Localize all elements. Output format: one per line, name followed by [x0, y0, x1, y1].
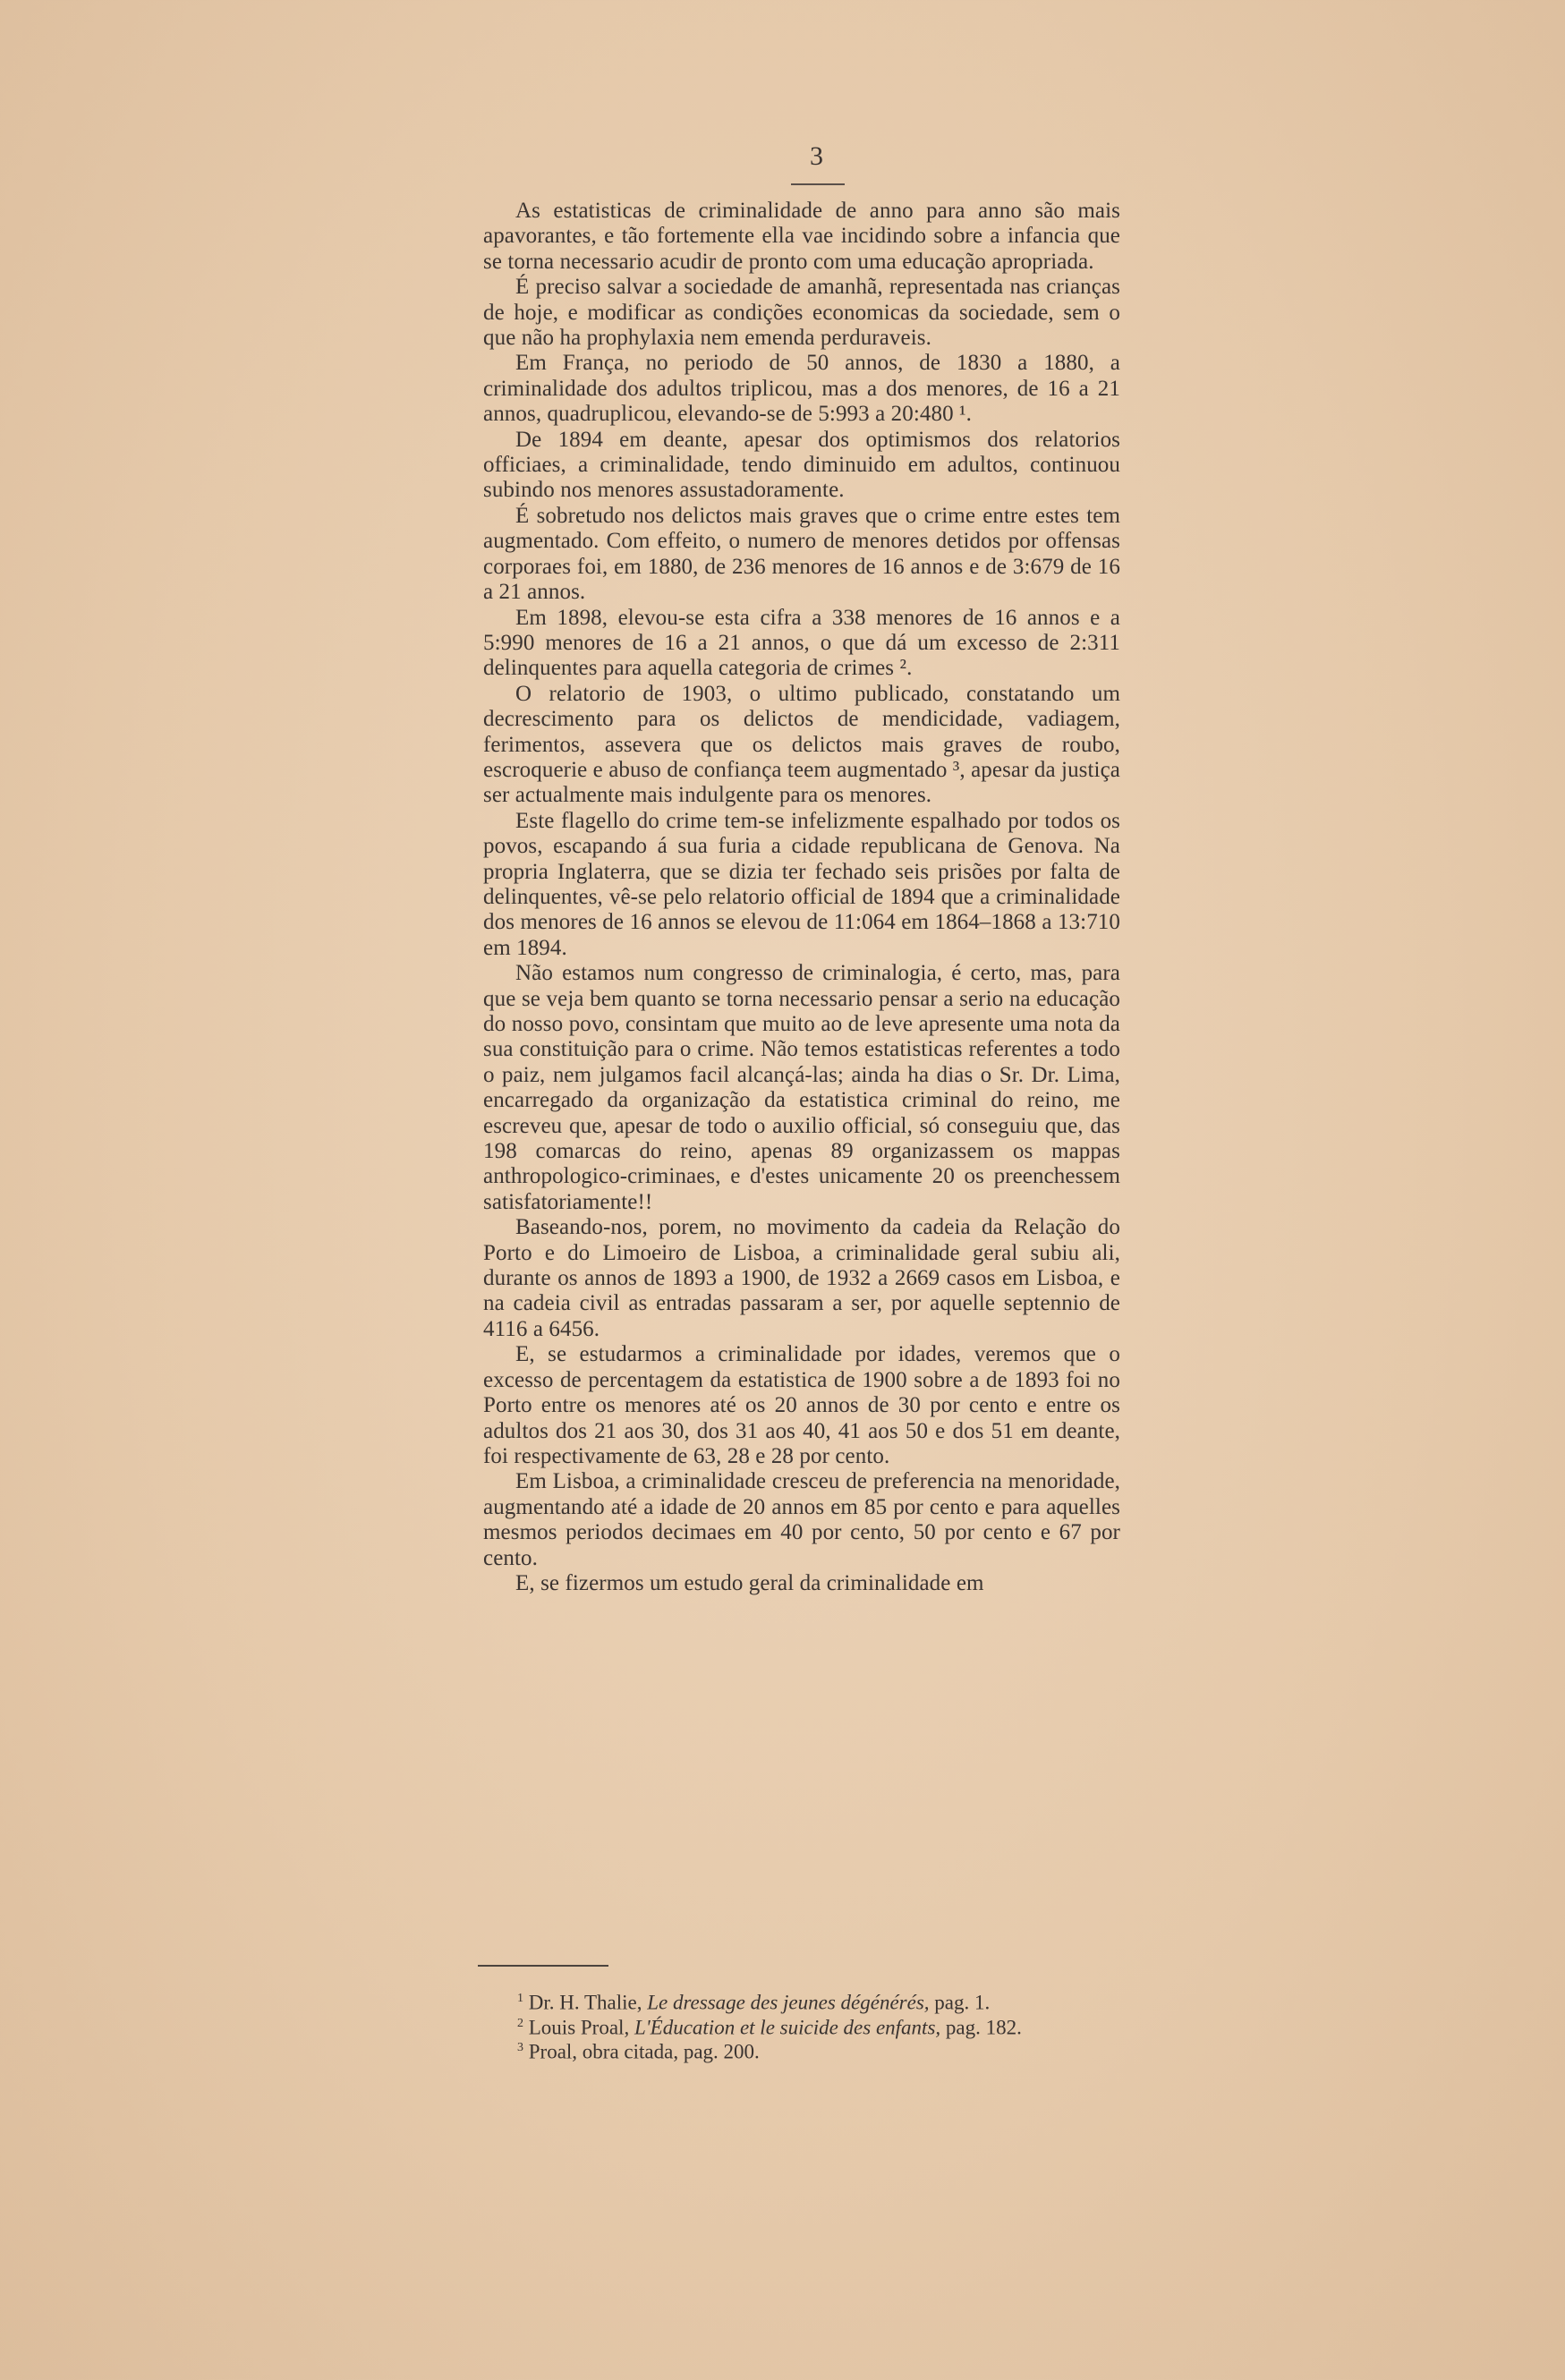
footnote-2 — [517, 2013, 1144, 2038]
paragraph: O relatorio de 1903, o ultimo publicado, constatando um decrescimento para os delictos de mendicidade, vadiagem, ferimentos, assevera que os delictos mais graves de roubo, escroquerie e abuso de confiança teem augmentado ³, apesar da justiça ser actualmente mais indulgente para os menores. — [483, 681, 1120, 808]
body-text — [483, 199, 1120, 1596]
footnote-author: Dr. H. Thalie, — [528, 1991, 642, 2014]
paragraph: Em Lisboa, a criminalidade cresceu de preferencia na menoridade, augmentando até a idade de 20 annos em 85 por cento e para aquelles mesmos periodos decimaes em 40 por cento, 50 por cento e 67 por cento. — [483, 1469, 1120, 1570]
footnote-separator — [478, 1965, 608, 1967]
paragraph: De 1894 em deante, apesar dos optimismos dos relatorios officiaes, a criminalidade, tendo diminuido em adultos, continuou subindo nos menores assustadoramente. — [483, 427, 1120, 503]
paragraph: E, se fizermos um estudo geral da criminalidade em — [515, 1570, 984, 1595]
paragraph: Em 1898, elevou-se esta cifra a 338 menores de 16 annos e a 5:990 menores de 16 a 21 annos, o que dá um excesso de 2:311 delinquentes para aquella categoria de crimes ². — [483, 605, 1120, 681]
paragraph: E, se estudarmos a criminalidade por idades, veremos que o excesso de percentagem da estatistica de 1900 sobre a de 1893 foi no Porto entre os menores até os 20 annos de 30 por cento e entre os adultos dos 21 aos 30, dos 31 aos 40, 41 aos 50 e dos 51 em deante, foi respectivamente de 63, 28 e 28 por cento. — [483, 1342, 1120, 1468]
footnote-mark: 3 — [517, 2041, 523, 2055]
paragraph: As estatisticas de criminalidade de anno para anno são mais apavorantes, e tão fortemente ella vae incidindo sobre a infancia que se torna necessario acudir de pronto com uma educação apropriada. — [483, 199, 1120, 274]
footnotes — [517, 1988, 1144, 2062]
footnote-work: Le dressage des jeunes dégénérés, — [647, 1991, 930, 2014]
paragraph: Baseando-nos, porem, no movimento da cadeia da Relação do Porto e do Limoeiro de Lisboa, a criminalidade geral subiu ali, durante os annos de 1893 a 1900, de 1932 a 2669 casos em Lisboa, e na cadeia civil as entradas passaram a ser, por aquelle septennio de 4116 a 6456. — [483, 1215, 1120, 1341]
footnote-author: Louis Proal, — [528, 2016, 630, 2039]
footnote-page: pag. 1. — [934, 1991, 991, 2014]
paragraph: É sobretudo nos delictos mais graves que o crime entre estes tem augmentado. Com effeito, o numero de menores detidos por offensas corporaes foi, em 1880, de 236 menores de 16 annos e de 3:679 de 16 a 21 annos. — [483, 503, 1120, 605]
footnote-1 — [517, 1988, 1144, 2013]
footnote-3 — [517, 2037, 1144, 2062]
footnote-author: Proal, obra citada, pag. 200. — [528, 2040, 760, 2063]
paragraph: Não estamos num congresso de criminalogia, é certo, mas, para que se veja bem quanto se torna necessario pensar a serio na educação do nosso povo, consintam que muito ao de leve apresente uma nota da sua constituição para o crime. Não temos estatisticas referentes a todo o paiz, nem julgamos facil alcançá-las; ainda ha dias o Sr. Dr. Lima, encarregado da organização da estatistica criminal do reino, me escreveu que, apesar de todo o auxilio official, só conseguiu que, das 198 comarcas do reino, apenas 89 organizassem os mappas anthropologico-criminaes, e d'estes unicamente 20 os preenchessem satisfatoriamente!! — [483, 961, 1120, 1214]
page-number: 3 — [810, 141, 823, 171]
paragraph: É preciso salvar a sociedade de amanhã, representada nas crianças de hoje, e modificar as condições economicas da sociedade, sem o que não ha prophylaxia nem emenda perduraveis. — [483, 275, 1120, 351]
footnote-mark: 1 — [517, 1992, 523, 2005]
page-number-rule — [791, 183, 845, 185]
paragraph: Em França, no periodo de 50 annos, de 1830 a 1880, a criminalidade dos adultos triplicou, mas a dos menores, de 16 a 21 annos, quadruplicou, elevando-se de 5:993 a 20:480 ¹. — [483, 351, 1120, 427]
footnote-mark: 2 — [517, 2016, 523, 2030]
footnote-page: pag. 182. — [945, 2016, 1022, 2039]
paragraph: Este flagello do crime tem-se infelizmente espalhado por todos os povos, escapando á sua furia a cidade republicana de Genova. Na propria Inglaterra, que se dizia ter fechado seis prisões por falta de delinquentes, vê-se pelo relatorio official de 1894 que a criminalidade dos menores de 16 annos se elevou de 11:064 em 1864–1868 a 13:710 em 1894. — [483, 808, 1120, 960]
footnote-work: L'Éducation et le suicide des enfants, — [634, 2016, 941, 2039]
